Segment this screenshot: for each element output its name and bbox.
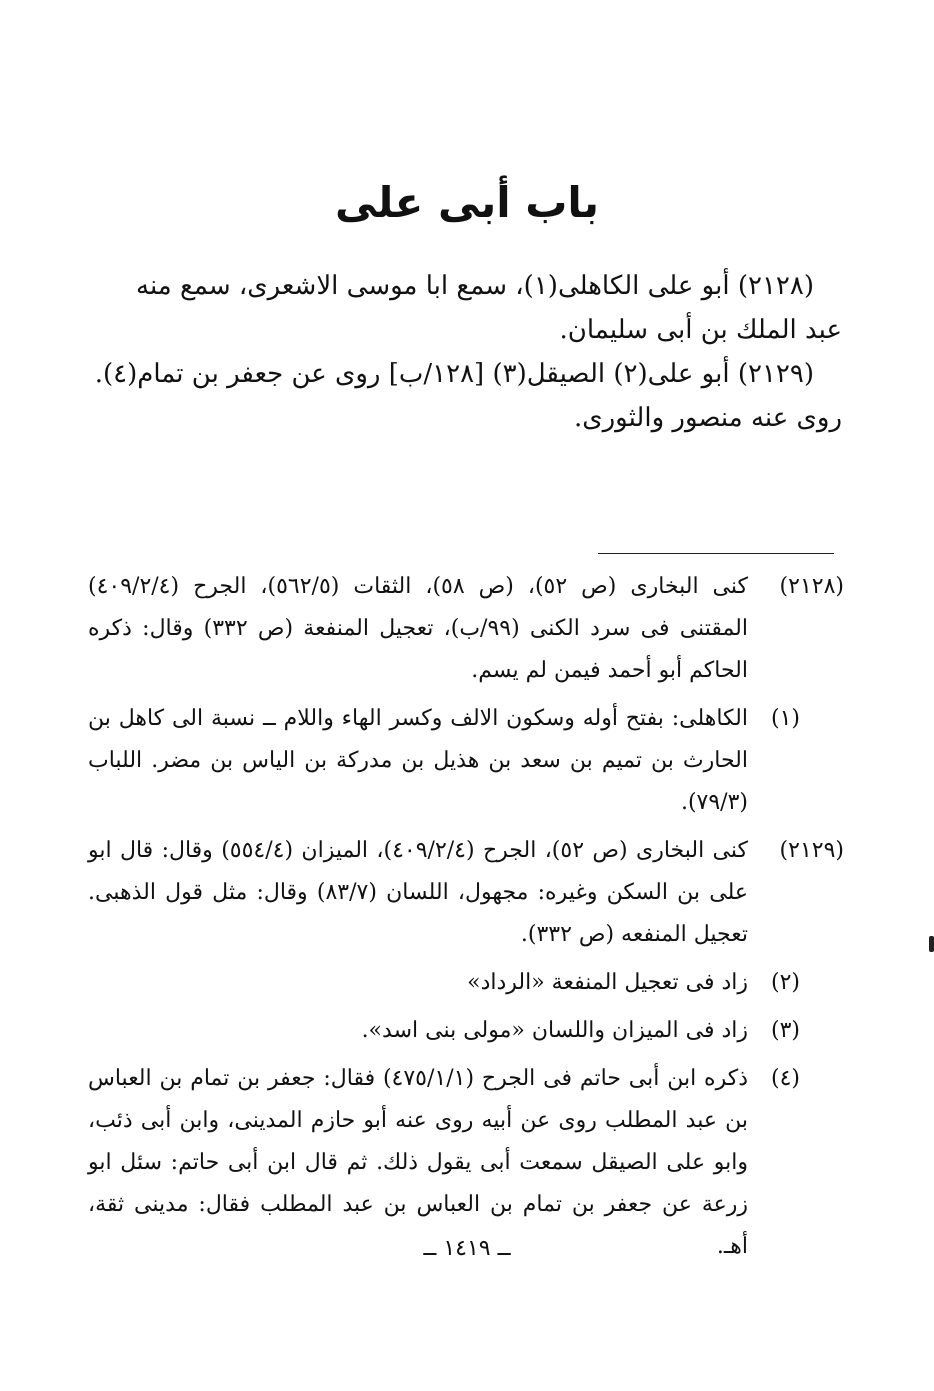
footnote: [88, 566, 844, 692]
footnote: [88, 962, 844, 1004]
footnote-text: كنى البخارى (ص ٥٢)، (ص ٥٨)، الثقات (٥٦٢/٥)، الجرح (٤٠٩/٢/٤) المقتنى فى سرد الكنى (٩٩/ب)، تعجيل المنفعة (ص ٣٣٢) وقال: ذكره الحاكم أبو أحمد فيمن لم يسم.: [88, 574, 748, 683]
entry-line: (٢١٢٨) أبو على الكاهلى(١)، سمع ابا موسى الاشعرى، سمع منه: [136, 271, 814, 301]
footnote: [88, 1010, 844, 1052]
footnote-number: (٤): [770, 1066, 800, 1091]
entry-2128: [90, 264, 842, 352]
footnote-number: (١): [770, 706, 800, 731]
entry-line: روى عنه منصور والثورى.: [573, 403, 842, 433]
footnote-number: (٢١٢٨): [779, 574, 844, 599]
footnote-separator: [598, 553, 834, 554]
entry-line: عبد الملك بن أبى سليمان.: [559, 315, 842, 345]
footnote-text: الكاهلى: بفتح أوله وسكون الالف وكسر الهاء واللام ــ نسبة الى كاهل بن الحارث بن تميم بن سعد بن هذيل بن مدركة بن الياس بن مضر. اللباب (٧٩/٣).: [88, 706, 748, 815]
footnote-text: ذكره ابن أبى حاتم فى الجرح (٤٧٥/١/١) فقال: جعفر بن تمام بن العباس بن عبد المطلب روى عن أبيه روى عنه أبو حازم المدينى، وابن أبى ذئب، وابو على الصيقل سمعت أبى يقول ذلك. ثم قال ابن أبى حاتم: سئل ابو زرعة عن جعفر بن تمام بن العباس بن عبد المطلب فقال: مدينى ثقة، أهـ.: [88, 1066, 748, 1259]
footnote-number: (٢١٢٩): [779, 838, 844, 863]
footnote-number: (٣): [770, 1018, 800, 1043]
entry-line: (٢١٢٩) أبو على(٢) الصيقل(٣) [١٢٨/ب] روى عن جعفر بن تمام(٤).: [94, 359, 814, 389]
footnote: [88, 698, 844, 824]
footnote-text: زاد فى تعجيل المنفعة «الرداد»: [467, 970, 748, 995]
chapter-title: باب أبى على: [335, 178, 599, 227]
footnote: [88, 830, 844, 956]
footnote-number: (٢): [770, 970, 800, 995]
footnote-text: زاد فى الميزان واللسان «مولى بنى اسد».: [361, 1018, 748, 1043]
entry-2129: [90, 352, 842, 440]
scan-edge-mark: [929, 936, 934, 952]
page-number: ــ ١٤١٩ ــ: [423, 1236, 511, 1261]
footnote-text: كنى البخارى (ص ٥٢)، الجرح (٤٠٩/٢/٤)، الميزان (٥٥٤/٤) وقال: قال ابو على بن السكن وغيره: مجهول، اللسان (٨٣/٧) وقال: مثل قول الذهبى. تعجيل المنفعه (ص ٣٣٢).: [88, 838, 749, 947]
footnotes: [88, 566, 844, 1274]
